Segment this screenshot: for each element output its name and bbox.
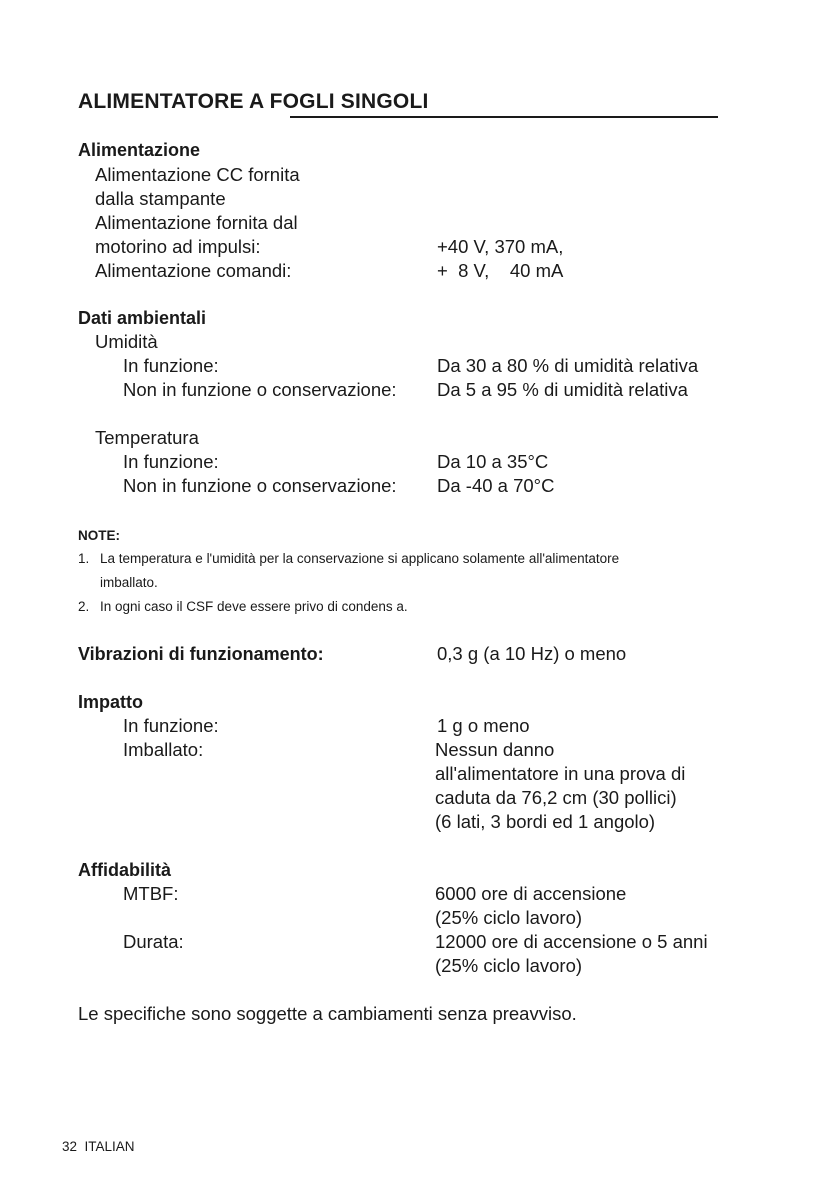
temperature-nonop-label: Non in funzione o conservazione: <box>123 475 397 496</box>
power-line-2: dalla stampante <box>95 188 226 209</box>
mtbf-line-1: 6000 ore di accensione <box>435 883 627 904</box>
notes-heading: NOTE: <box>78 528 120 543</box>
impact-op-value: 1 g o meno <box>437 715 530 736</box>
note-1-line-1: La temperatura e l'umidità per la conservazione si applicano solamente all'alimentatore <box>100 551 620 566</box>
disclaimer: Le specifiche sono soggette a cambiamenti senza preavviso. <box>78 1003 577 1024</box>
life-line-2: (25% ciclo lavoro) <box>435 955 583 976</box>
impact-packed-line-1: Nessun danno <box>435 739 555 760</box>
impact-packed-line-4: (6 lati, 3 bordi ed 1 angolo) <box>435 811 656 832</box>
vibration-value: 0,3 g (a 10 Hz) o meno <box>437 643 627 664</box>
mtbf-label: MTBF: <box>123 883 179 904</box>
impact-packed-line-3: caduta da 76,2 cm (30 pollici) <box>435 787 677 808</box>
title-underline <box>290 116 718 118</box>
env-heading: Dati ambientali <box>78 308 207 328</box>
power-line-1: Alimentazione CC fornita <box>95 164 300 185</box>
temperature-op-label: In funzione: <box>123 451 219 472</box>
life-label: Durata: <box>123 931 184 952</box>
temperature-label: Temperatura <box>95 427 199 448</box>
note-2-number: 2. <box>78 599 90 614</box>
humidity-nonop-value: Da 5 a 95 % di umidità relativa <box>437 379 688 400</box>
humidity-label: Umidità <box>95 331 158 352</box>
power-line-4-value: +40 V, 370 mA, <box>437 236 564 257</box>
impact-packed-line-2: all'alimentatore in una prova di <box>435 763 686 784</box>
note-1-line-2: imballato. <box>100 575 158 590</box>
power-line-3: Alimentazione fornita dal <box>95 212 298 233</box>
power-line-5: Alimentazione comandi: <box>95 260 292 281</box>
mtbf-line-2: (25% ciclo lavoro) <box>435 907 583 928</box>
impact-op-label: In funzione: <box>123 715 219 736</box>
power-heading: Alimentazione <box>78 140 201 160</box>
impact-packed-label: Imballato: <box>123 739 204 760</box>
temperature-nonop-value: Da -40 a 70°C <box>437 475 555 496</box>
life-line-1: 12000 ore di accensione o 5 anni <box>435 931 708 952</box>
page-footer: 32 ITALIAN <box>62 1139 135 1154</box>
power-line-5-value: + 8 V, 40 mA <box>437 260 564 281</box>
vibration-heading: Vibrazioni di funzionamento: <box>78 644 324 664</box>
humidity-op-label: In funzione: <box>123 355 219 376</box>
temperature-op-value: Da 10 a 35°C <box>437 451 549 472</box>
note-1-number: 1. <box>78 551 90 566</box>
humidity-nonop-label: Non in funzione o conservazione: <box>123 379 397 400</box>
humidity-op-value: Da 30 a 80 % di umidità relativa <box>437 355 699 376</box>
note-2-line-1: In ogni caso il CSF deve essere privo di condens a. <box>100 599 408 614</box>
impact-heading: Impatto <box>78 692 143 712</box>
reliability-heading: Affidabilità <box>78 860 171 880</box>
power-line-4: motorino ad impulsi: <box>95 236 261 257</box>
page-title: ALIMENTATORE A FOGLI SINGOLI <box>78 90 429 113</box>
